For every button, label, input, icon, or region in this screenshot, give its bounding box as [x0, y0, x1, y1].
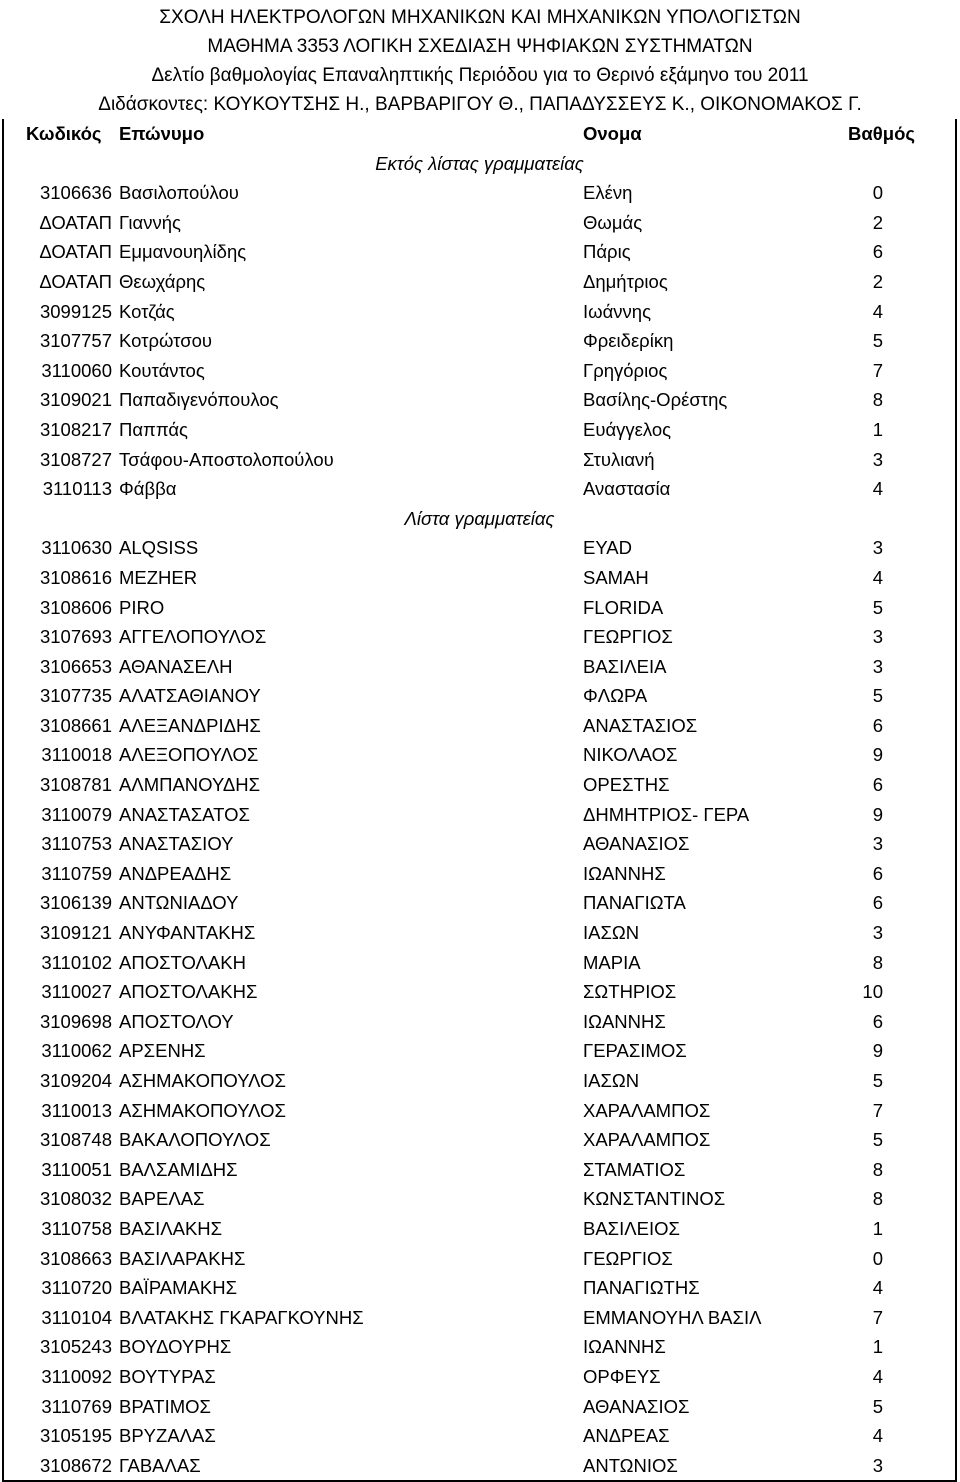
student-grade: 6 — [872, 714, 883, 736]
student-grade: 3 — [872, 922, 883, 944]
table-row — [4, 297, 955, 327]
student-grade: 1 — [872, 1217, 883, 1239]
student-grade: 4 — [872, 478, 883, 500]
table-row — [4, 977, 955, 1007]
student-code: 3108616 — [39, 566, 112, 588]
student-name: ΙΑΣΩΝ — [583, 922, 640, 944]
student-code: 3110758 — [41, 1217, 112, 1239]
student-code: 3108663 — [39, 1247, 112, 1269]
student-surname: ΑΓΓΕΛΟΠΟΥΛΟΣ — [119, 626, 267, 648]
student-grade: 3 — [872, 626, 883, 648]
student-name: ΑΝΤΩΝΙΟΣ — [583, 1454, 678, 1476]
table-row — [4, 237, 955, 267]
student-code: 3108606 — [39, 596, 112, 618]
table-row — [4, 445, 955, 475]
student-grade: 5 — [872, 1395, 883, 1417]
student-code: ΔΟΑΤΑΠ — [39, 270, 112, 292]
student-surname: ΑΝΑΣΤΑΣΑΤΟΣ — [119, 803, 250, 825]
student-surname: ΒΑΚΑΛΟΠΟΥΛΟΣ — [119, 1129, 271, 1151]
student-surname: Κουτάντος — [119, 359, 205, 381]
student-surname: ΑΛΕΞΟΠΟΥΛΟΣ — [119, 744, 259, 766]
student-grade: 3 — [872, 1454, 883, 1476]
student-name: ΙΩΑΝΝΗΣ — [583, 1010, 666, 1032]
student-code: 3109204 — [39, 1070, 112, 1091]
student-name: ΧΑΡΑΛΑΜΠΟΣ — [583, 1099, 711, 1121]
student-code: ΔΟΑΤΑΠ — [39, 241, 112, 263]
student-grade: 8 — [872, 1188, 883, 1210]
table-row — [4, 888, 955, 918]
table-row — [4, 740, 955, 770]
student-code: 3110027 — [41, 981, 112, 1003]
table-row — [4, 1214, 955, 1244]
student-grade: 0 — [872, 1247, 883, 1269]
student-name: ΒΑΣΙΛΕΙΑ — [583, 655, 667, 677]
student-surname: ΒΡΥΖΑΛΑΣ — [119, 1425, 216, 1447]
grades-table — [2, 119, 957, 1482]
student-surname: MEZHER — [119, 566, 198, 588]
student-surname: Φάββα — [119, 478, 177, 500]
student-surname: ΒΑΣΙΛΑΚΗΣ — [119, 1217, 223, 1239]
student-grade: 3 — [872, 833, 883, 855]
student-code: 3110092 — [41, 1365, 112, 1387]
table-body — [4, 149, 955, 1481]
table-row — [4, 652, 955, 682]
student-grade: 5 — [872, 1070, 883, 1091]
table-row — [4, 415, 955, 445]
column-header-code: Κωδικός — [26, 123, 102, 144]
student-name: ΝΙΚΟΛΑΟΣ — [583, 744, 678, 766]
student-surname: Παππάς — [119, 418, 188, 440]
student-code: 3110104 — [41, 1306, 112, 1328]
table-row — [4, 1303, 955, 1333]
student-grade: 5 — [872, 1129, 883, 1151]
student-grade: 7 — [872, 359, 883, 381]
student-surname: ΑΝΥΦΑΝΤΑΚΗΣ — [119, 922, 256, 944]
student-name: EYAD — [583, 537, 633, 559]
student-grade: 9 — [872, 803, 883, 825]
student-code: 3106653 — [39, 655, 112, 677]
student-name: ΚΩΝΣΤΑΝΤΙΝΟΣ — [583, 1188, 726, 1210]
student-surname: Κοτζάς — [119, 300, 175, 322]
student-surname: PIRO — [119, 596, 165, 618]
student-name: ΓΕΡΑΣΙΜΟΣ — [583, 1040, 687, 1062]
student-name: Δημήτριος — [583, 270, 668, 292]
student-surname: Εμμανουηλίδης — [119, 241, 247, 263]
student-grade: 8 — [872, 1158, 883, 1180]
student-grade: 0 — [872, 182, 883, 204]
student-name: Ιωάννης — [583, 300, 651, 322]
student-name: ΟΡΕΣΤΗΣ — [583, 774, 670, 796]
student-grade: 4 — [872, 566, 883, 588]
student-name: ΟΡΦΕΥΣ — [583, 1365, 661, 1387]
table-row — [4, 593, 955, 623]
student-name: ΦΛΩΡΑ — [583, 685, 648, 707]
table-row — [4, 800, 955, 830]
student-name: ΕΜΜΑΝΟΥΗΛ ΒΑΣΙΛ — [583, 1306, 762, 1328]
student-name: ΒΑΣΙΛΕΙΟΣ — [583, 1217, 680, 1239]
student-surname: ΑΝΔΡΕΑΔΗΣ — [119, 862, 232, 884]
student-surname: Θεωχάρης — [119, 270, 206, 292]
student-code: 3110769 — [41, 1395, 112, 1417]
student-grade: 3 — [872, 655, 883, 677]
student-name: Ευάγγελος — [583, 418, 672, 440]
table-row — [4, 829, 955, 859]
student-name: ΑΘΑΝΑΣΙΟΣ — [583, 833, 690, 855]
student-code: 3107735 — [39, 685, 112, 707]
student-surname: ΑΠΟΣΤΟΛΟΥ — [119, 1010, 234, 1032]
student-name: Στυλιανή — [583, 448, 655, 470]
student-grade: 5 — [872, 685, 883, 707]
student-grade: 5 — [872, 596, 883, 618]
student-grade: 1 — [872, 1336, 883, 1358]
student-grade: 5 — [872, 330, 883, 352]
section-title: Λίστα γραμματείας — [404, 507, 555, 529]
student-name: ΔΗΜΗΤΡΙΟΣ- ΓΕΡΑ — [583, 803, 750, 825]
table-row — [4, 622, 955, 652]
student-grade: 3 — [872, 537, 883, 559]
student-surname: ΑΛΜΠΑΝΟΥΔΗΣ — [119, 774, 261, 796]
student-code: 3110720 — [41, 1277, 112, 1299]
table-row — [4, 474, 955, 504]
student-surname: ΑΘΑΝΑΣΕΛΗ — [119, 655, 233, 677]
student-grade: 6 — [872, 892, 883, 914]
student-code: 3099125 — [39, 300, 112, 322]
student-name: ΑΝΔΡΕΑΣ — [583, 1425, 670, 1447]
student-name: Βασίλης-Ορέστης — [583, 389, 728, 411]
table-row — [4, 1066, 955, 1096]
student-code: 3108032 — [39, 1188, 112, 1210]
table-row — [4, 1096, 955, 1126]
student-grade: 8 — [872, 389, 883, 411]
student-surname: ΒΑΪΡΑΜΑΚΗΣ — [119, 1277, 238, 1299]
student-code: 3110079 — [41, 803, 112, 825]
table-row — [4, 533, 955, 563]
column-header-surname: Επώνυμο — [119, 123, 205, 144]
student-code: 3108661 — [39, 714, 112, 736]
instructors-line: Διδάσκοντες: ΚΟΥΚΟΥΤΣΗΣ Η., ΒΑΡΒΑΡΙΓΟΥ Θ., ΠΑΠΑΔΥΣΣΕΥΣ Κ., ΟΙΚΟΝΟΜΑΚΟΣ Γ. — [98, 94, 862, 115]
student-surname: ΓΑΒΑΛΑΣ — [119, 1454, 201, 1476]
student-grade: 6 — [872, 241, 883, 263]
student-surname: ΑΛΑΤΣΑΘΙΑΝΟΥ — [119, 685, 261, 707]
student-code: 3109021 — [39, 389, 112, 411]
student-name: FLORIDA — [583, 596, 664, 618]
student-code: 3108727 — [39, 448, 112, 470]
student-code: 3108217 — [39, 418, 112, 440]
student-name: ΧΑΡΑΛΑΜΠΟΣ — [583, 1129, 711, 1151]
student-surname: Παπαδιγενόπουλος — [119, 389, 279, 411]
student-surname: ΒΑΣΙΛΑΡΑΚΗΣ — [119, 1247, 246, 1269]
student-surname: ΑΠΟΣΤΟΛΑΚΗΣ — [119, 981, 258, 1003]
student-code: 3106139 — [39, 892, 112, 914]
student-grade: 4 — [872, 1277, 883, 1299]
student-name: ΙΑΣΩΝ — [583, 1070, 640, 1091]
student-name: Γρηγόριος — [583, 359, 668, 381]
table-row — [4, 1184, 955, 1214]
student-name: ΜΑΡΙΑ — [583, 951, 641, 973]
column-header-name: Ονομα — [583, 123, 642, 144]
student-name: Θωμάς — [583, 211, 643, 233]
student-grade: 3 — [872, 448, 883, 470]
course-title: ΜΑΘΗΜΑ 3353 ΛΟΓΙΚΗ ΣΧΕΔΙΑΣΗ ΨΗΦΙΑΚΩΝ ΣΥΣΤΗΜΑΤΩΝ — [207, 36, 753, 57]
student-name: ΣΩΤΗΡΙΟΣ — [583, 981, 677, 1003]
student-grade: 2 — [872, 211, 883, 233]
table-row — [4, 1362, 955, 1392]
student-grade: 2 — [872, 270, 883, 292]
student-grade: 4 — [872, 1425, 883, 1447]
student-surname: ΒΛΑΤΑΚΗΣ ΓΚΑΡΑΓΚΟΥΝΗΣ — [119, 1306, 364, 1328]
table-row — [4, 208, 955, 238]
student-code: 3110051 — [41, 1158, 112, 1180]
student-code: 3107757 — [39, 330, 112, 352]
table-row — [4, 770, 955, 800]
table-row — [4, 1273, 955, 1303]
student-name: Πάρις — [583, 241, 631, 263]
student-name: ΙΩΑΝΝΗΣ — [583, 862, 666, 884]
student-surname: ΑΣΗΜΑΚΟΠΟΥΛΟΣ — [119, 1070, 286, 1091]
table-row — [4, 385, 955, 415]
student-name: ΑΝΑΣΤΑΣΙΟΣ — [583, 714, 698, 736]
student-code: 3107693 — [39, 626, 112, 648]
student-surname: ΒΟΥΔΟΥΡΗΣ — [119, 1336, 232, 1358]
table-row — [4, 1451, 955, 1481]
table-row — [4, 356, 955, 386]
student-surname: Βασιλοπούλου — [119, 182, 239, 204]
table-row — [4, 1392, 955, 1422]
table-row — [4, 859, 955, 889]
student-grade: 7 — [872, 1099, 883, 1121]
student-grade: 10 — [862, 981, 883, 1003]
student-surname: ΒΡΑΤΙΜΟΣ — [119, 1395, 211, 1417]
school-title: ΣΧΟΛΗ ΗΛΕΚΤΡΟΛΟΓΩΝ ΜΗΧΑΝΙΚΩΝ ΚΑΙ ΜΗΧΑΝΙΚΩΝ ΥΠΟΛΟΓΙΣΤΩΝ — [159, 7, 801, 28]
student-code: ΔΟΑΤΑΠ — [39, 211, 112, 233]
student-name: Ελένη — [583, 182, 633, 204]
student-surname: ALQSISS — [119, 537, 199, 559]
student-name: ΙΩΑΝΝΗΣ — [583, 1336, 666, 1358]
student-code: 3110018 — [41, 744, 112, 766]
table-row — [4, 711, 955, 741]
student-grade: 9 — [872, 744, 883, 766]
student-surname: ΒΟΥΤΥΡΑΣ — [119, 1365, 216, 1387]
student-code: 3110759 — [41, 862, 112, 884]
student-surname: ΑΣΗΜΑΚΟΠΟΥΛΟΣ — [119, 1099, 286, 1121]
student-name: ΣΤΑΜΑΤΙΟΣ — [583, 1158, 686, 1180]
student-code: 3110062 — [41, 1040, 112, 1062]
student-grade: 6 — [872, 774, 883, 796]
student-grade: 6 — [872, 862, 883, 884]
student-surname: ΑΠΟΣΤΟΛΑΚΗ — [119, 951, 246, 973]
student-name: ΓΕΩΡΓΙΟΣ — [583, 1247, 673, 1269]
student-surname: ΒΑΡΕΛΑΣ — [119, 1188, 205, 1210]
table-row — [4, 918, 955, 948]
student-grade: 1 — [872, 418, 883, 440]
student-surname: ΑΝΑΣΤΑΣΙΟΥ — [119, 833, 234, 855]
student-name: ΓΕΩΡΓΙΟΣ — [583, 626, 673, 648]
student-grade: 4 — [872, 300, 883, 322]
student-code: 3108672 — [39, 1454, 112, 1476]
student-code: 3110113 — [42, 478, 112, 500]
student-surname: ΑΝΤΩΝΙΑΔΟΥ — [119, 892, 239, 914]
student-code: 3110753 — [41, 833, 112, 855]
table-row — [4, 1125, 955, 1155]
student-surname: ΒΑΛΣΑΜΙΔΗΣ — [119, 1158, 238, 1180]
student-code: 3110102 — [41, 951, 112, 973]
student-grade: 4 — [872, 1365, 883, 1387]
column-header-grade: Βαθμός — [848, 123, 915, 144]
student-code: 3109698 — [39, 1010, 112, 1032]
table-row — [4, 1244, 955, 1274]
table-row — [4, 178, 955, 208]
table-row — [4, 267, 955, 297]
table-row — [4, 681, 955, 711]
table-row — [4, 1036, 955, 1066]
student-name: ΑΘΑΝΑΣΙΟΣ — [583, 1395, 690, 1417]
student-code: 3110013 — [41, 1099, 112, 1121]
report-title: Δελτίο βαθμολογίας Επαναληπτικής Περιόδου για το Θερινό εξάμηνο του 2011 — [151, 65, 809, 86]
student-code: 3105195 — [39, 1425, 112, 1447]
student-grade: 7 — [872, 1306, 883, 1328]
student-code: 3106636 — [39, 182, 112, 204]
student-name: Φρειδερίκη — [583, 330, 674, 352]
student-grade: 9 — [872, 1040, 883, 1062]
student-surname: ΑΡΣΕΝΗΣ — [119, 1040, 206, 1062]
student-name: ΠΑΝΑΓΙΩΤΗΣ — [583, 1277, 700, 1299]
student-code: 3110630 — [41, 537, 112, 559]
student-code: 3108781 — [39, 774, 112, 796]
student-code: 3110060 — [41, 359, 112, 381]
student-name: SAMAH — [583, 566, 649, 588]
student-grade: 8 — [872, 951, 883, 973]
table-row — [4, 326, 955, 356]
student-surname: Κοτρώτσου — [119, 330, 213, 352]
table-row — [4, 1332, 955, 1362]
student-name: ΠΑΝΑΓΙΩΤΑ — [583, 892, 686, 914]
student-surname: Γιαννής — [119, 211, 181, 233]
student-name: Αναστασία — [583, 478, 671, 500]
student-code: 3109121 — [39, 922, 112, 944]
table-header-row — [4, 119, 955, 149]
student-code: 3108748 — [39, 1129, 112, 1151]
table-row — [4, 1007, 955, 1037]
student-surname: ΑΛΕΞΑΝΔΡΙΔΗΣ — [119, 714, 261, 736]
table-row — [4, 1155, 955, 1185]
student-grade: 6 — [872, 1010, 883, 1032]
table-row — [4, 563, 955, 593]
table-row — [4, 948, 955, 978]
student-surname: Τσάφου-Αποστολοπούλου — [119, 448, 334, 470]
section-title: Εκτός λίστας γραμματείας — [375, 152, 584, 174]
table-row — [4, 1421, 955, 1451]
student-code: 3105243 — [39, 1336, 112, 1358]
